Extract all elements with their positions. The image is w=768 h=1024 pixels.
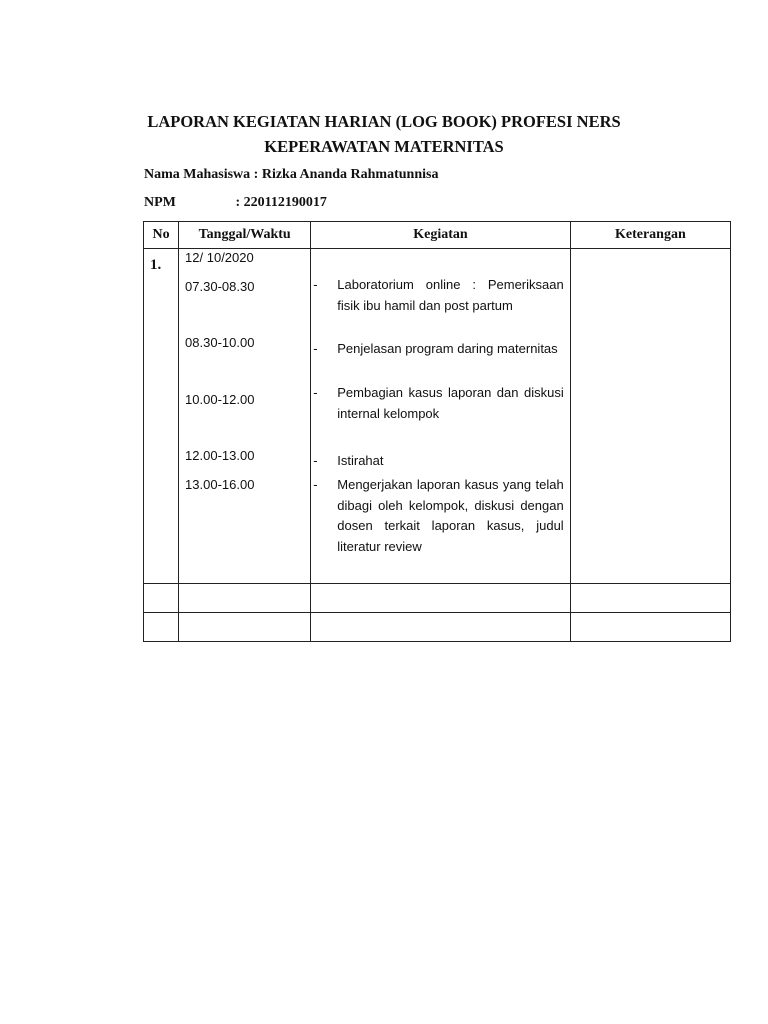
time-slot: 12.00-13.00 — [185, 448, 255, 463]
student-npm-label: NPM — [144, 195, 176, 210]
empty-cell — [144, 584, 179, 613]
student-name-row — [144, 167, 438, 183]
empty-cell — [570, 613, 730, 642]
empty-cell — [179, 584, 311, 613]
table-row — [144, 584, 731, 613]
header-no: No — [144, 222, 179, 249]
empty-cell — [311, 613, 570, 642]
student-npm-value: : 220112190017 — [235, 195, 327, 210]
row-date: 12/ 10/2020 — [185, 250, 254, 265]
empty-cell — [311, 584, 570, 613]
table-row — [144, 613, 731, 642]
header-notes: Keterangan — [570, 222, 730, 249]
activity-item: - Pembagian kasus laporan dan diskusi internal kelompok — [313, 385, 564, 421]
empty-cell — [144, 613, 179, 642]
empty-cell — [179, 613, 311, 642]
student-npm-row — [144, 195, 327, 211]
time-slot: 10.00-12.00 — [185, 392, 255, 407]
empty-cell — [570, 584, 730, 613]
log-table — [143, 221, 731, 642]
activity-item: - Mengerjakan laporan kasus yang telah dibagi oleh kelompok, diskusi dengan dosen terkait laporan kasus, judul literatur review — [313, 477, 564, 554]
student-name-value: : Rizka Ananda Rahmatunnisa — [253, 167, 439, 182]
student-name-label: Nama Mahasiswa — [144, 167, 251, 182]
header-date-time: Tanggal/Waktu — [179, 222, 311, 249]
time-slot: 08.30-10.00 — [185, 335, 255, 350]
activity-item: - Laboratorium online : Pemeriksaan fisik ibu hamil dan post partum — [313, 277, 564, 313]
document-title — [100, 109, 668, 159]
time-slot: 07.30-08.30 — [185, 279, 255, 294]
table-header-row — [144, 222, 731, 249]
row-number: 1. — [144, 249, 179, 584]
title-line-1: LAPORAN KEGIATAN HARIAN (LOG BOOK) PROFESI NERS — [147, 112, 621, 131]
activity-item: - Istirahat — [313, 453, 384, 468]
table-row — [144, 249, 731, 584]
time-slot: 13.00-16.00 — [185, 477, 255, 492]
activity-cell — [311, 249, 570, 584]
date-time-cell — [179, 249, 311, 584]
title-line-2: KEPERAWATAN MATERNITAS — [264, 137, 504, 156]
activity-item: - Penjelasan program daring maternitas — [313, 341, 558, 356]
header-activity: Kegiatan — [311, 222, 570, 249]
notes-cell — [570, 249, 730, 584]
